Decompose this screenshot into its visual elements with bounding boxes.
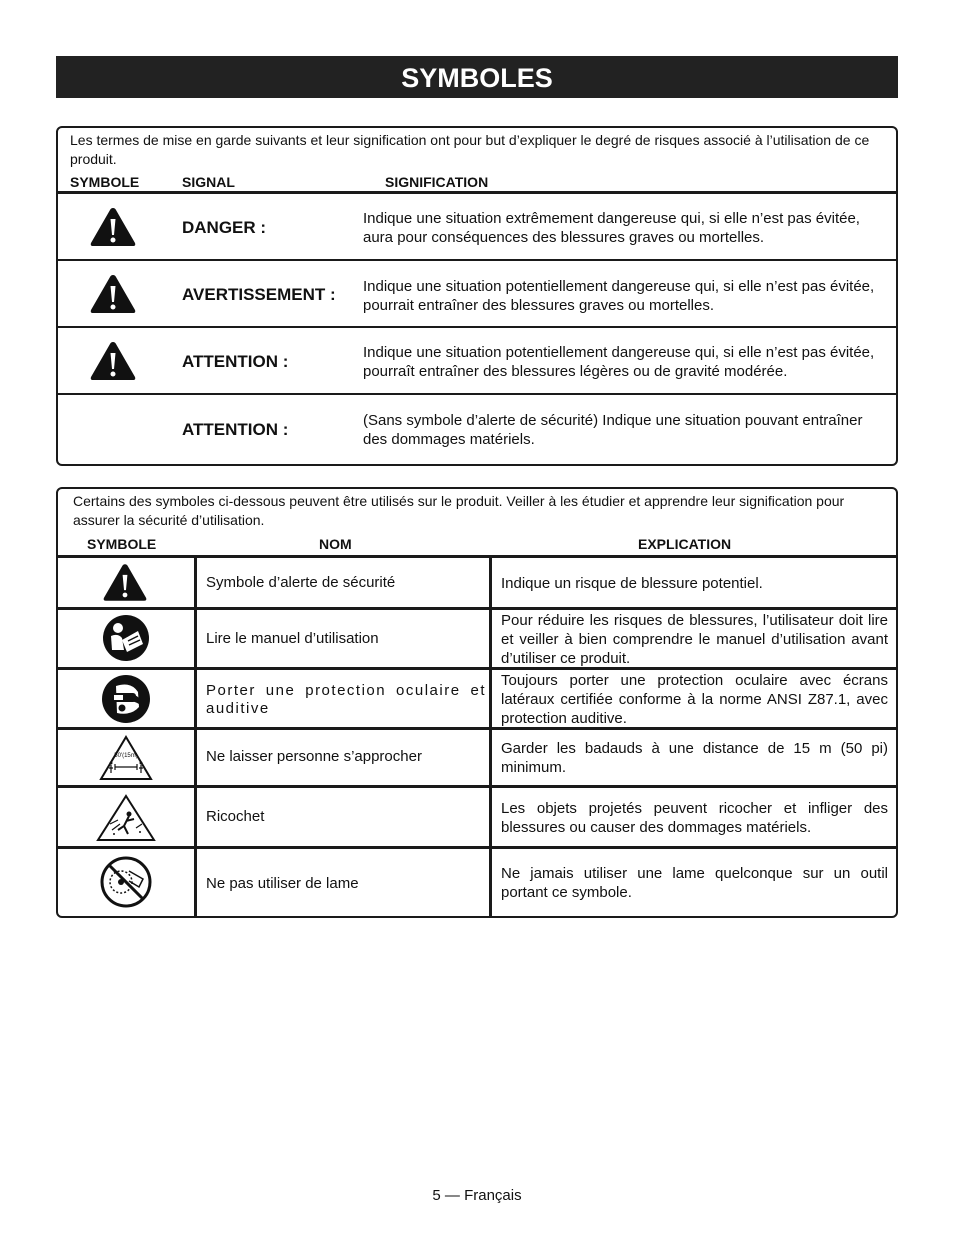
read-manual-icon — [102, 614, 150, 662]
signal-words-box — [56, 126, 898, 466]
eye-ear-protection-icon — [101, 674, 151, 724]
product-symbols-box — [56, 487, 898, 918]
distance-text: 50'(15m) — [114, 753, 138, 759]
ricochet-icon — [96, 794, 156, 842]
page-title: SYMBOLES — [56, 56, 898, 98]
signal-label: AVERTISSEMENT : — [182, 285, 336, 304]
signal-row-caution — [58, 328, 896, 394]
header-name: NOM — [319, 536, 352, 552]
header-explanation: EXPLICATION — [638, 536, 732, 552]
warning-triangle-icon — [89, 273, 137, 315]
symbol-explanation: Garder les badauds à une distance de 15 m (50 pi) minimum. — [501, 740, 888, 776]
symbol-explanation: Toujours porter une protection oculaire avec écrans latéraux certifiée conforme à la norme ANSI Z87.1, avec protection auditive. — [501, 672, 888, 727]
symbol-explanation: Ne jamais utiliser une lame quelconque sur un outil portant ce symbole. — [501, 865, 888, 901]
signal-meaning: Indique une situation potentiellement dangereuse qui, si elle n’est pas évitée, pourraît entraîner des blessures légères ou de gravité modérée. — [363, 344, 875, 380]
symbol-explanation: Pour réduire les risques de blessures, l’utilisateur doit lire et veiller à bien comprendre le manuel d’utilisation avant d’utiliser ce produit. — [501, 612, 888, 667]
warning-triangle-icon — [89, 206, 137, 248]
symbol-name: Ricochet — [206, 808, 265, 825]
symbol-row — [58, 670, 896, 727]
symbol-name: Ne pas utiliser de lame — [206, 875, 359, 892]
header-symbol: SYMBOLE — [87, 536, 157, 552]
signal-row-notice — [58, 395, 896, 463]
page-footer: 5 — Français — [432, 1187, 522, 1204]
symbol-row — [58, 849, 896, 916]
symbol-row — [58, 730, 896, 785]
symbol-row — [58, 610, 896, 667]
symbols-intro: Certains des symboles ci-dessous peuvent être utilisés sur le produit. Veiller à les étudier et apprendre leur signification pour assurer la sécurité d’utilisation. — [73, 493, 845, 528]
header-signal: SIGNAL — [182, 174, 235, 190]
signal-label: DANGER : — [182, 218, 267, 237]
signal-row-danger — [58, 194, 896, 260]
keep-bystanders-away-icon — [99, 735, 153, 781]
no-blade-icon — [99, 855, 153, 909]
signal-meaning: (Sans symbole d’alerte de sécurité) Indique une situation pouvant entraîner des dommages matériels. — [363, 412, 863, 448]
symbol-row — [58, 558, 896, 607]
header-symbol: SYMBOLE — [70, 174, 140, 190]
signal-meaning: Indique une situation extrêmement dangereuse qui, si elle n’est pas évitée, aura pour conséquences des blessures graves ou mortelles. — [363, 210, 860, 246]
symbol-name: Lire le manuel d’utilisation — [206, 630, 379, 647]
signal-label: ATTENTION : — [182, 352, 289, 371]
header-meaning: SIGNIFICATION — [385, 174, 489, 190]
signal-intro: Les termes de mise en garde suivants et leur signification ont pour but d’expliquer le degré de risques associé à l’utilisation de ce produit. — [70, 132, 870, 167]
symbol-name: Symbole d’alerte de sécurité — [206, 574, 396, 591]
symbol-explanation: Indique un risque de blessure potentiel. — [501, 575, 763, 592]
symbol-explanation: Les objets projetés peuvent ricocher et infliger des blessures ou causer des dommages matériels. — [501, 800, 888, 836]
symbol-name: Porter une protection oculaire et auditive — [206, 682, 486, 717]
symbol-name: Ne laisser personne s’approcher — [206, 748, 422, 765]
signal-label: ATTENTION : — [182, 420, 289, 439]
safety-alert-icon — [102, 562, 148, 603]
warning-triangle-icon — [89, 340, 137, 382]
signal-meaning: Indique une situation potentiellement dangereuse qui, si elle n’est pas évitée, pourrait entraîner des blessures graves ou mortelles. — [363, 278, 875, 314]
symbol-row — [58, 788, 896, 846]
signal-row-warning — [58, 261, 896, 327]
